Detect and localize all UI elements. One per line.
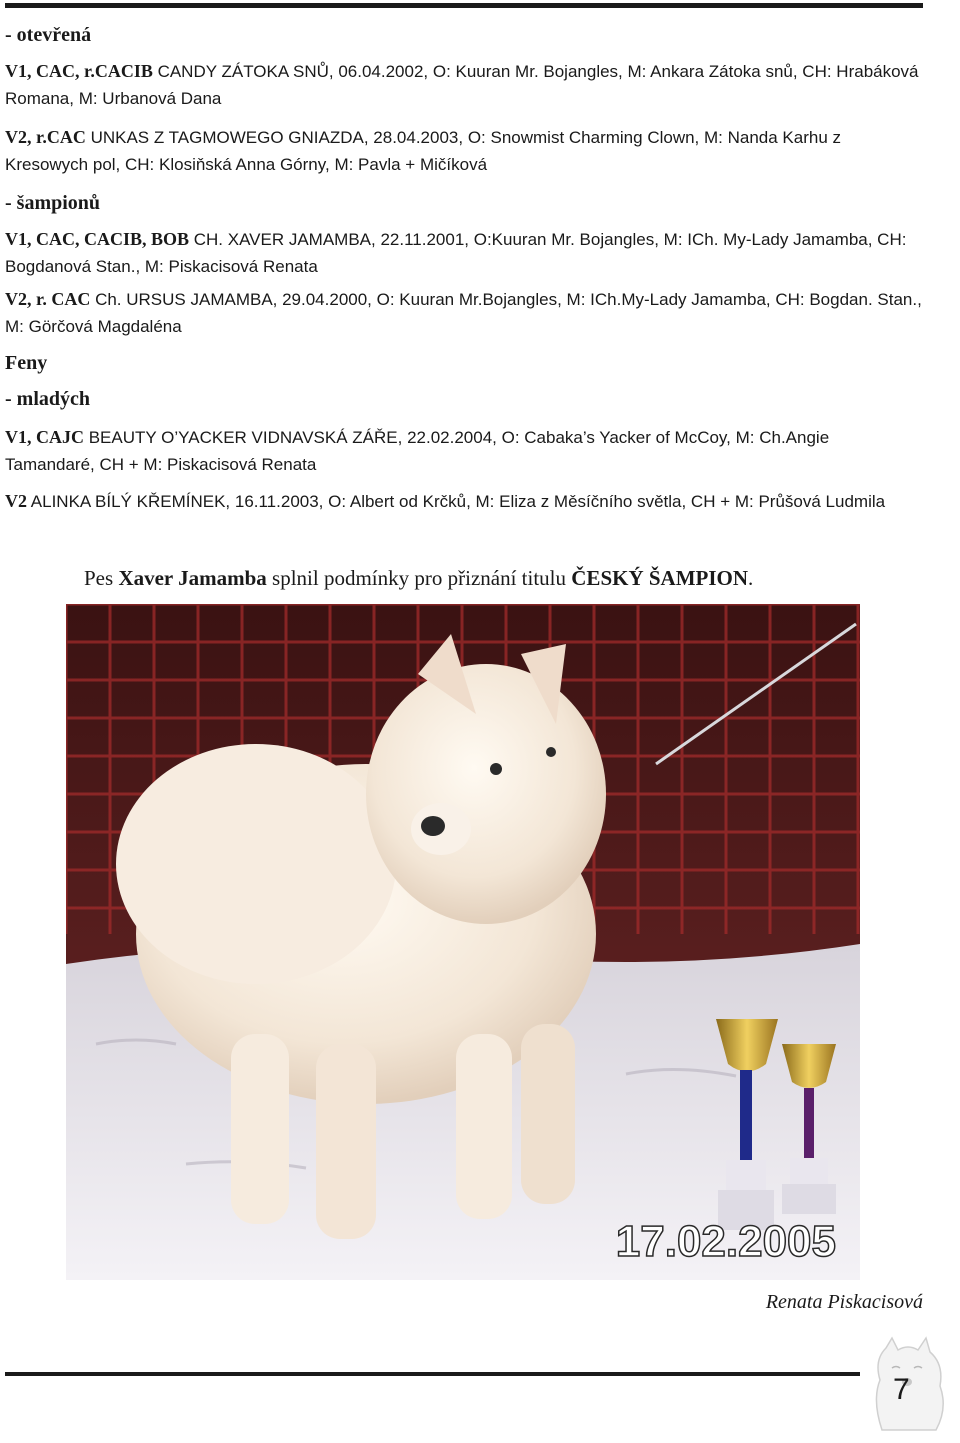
result-entry xyxy=(5,124,923,178)
photo-date-stamp: 17.02.2005 xyxy=(615,1217,836,1266)
result-entry xyxy=(5,58,923,112)
result-entry xyxy=(5,424,923,478)
result-entry xyxy=(5,226,923,280)
award-label: V1, CAJC xyxy=(5,427,84,447)
notice-title: ČESKÝ ŠAMPION xyxy=(571,566,749,590)
page-number: 7 xyxy=(893,1373,910,1406)
top-rule xyxy=(5,3,923,8)
notice-prefix: Pes xyxy=(84,566,119,590)
entry-text: BEAUTY O’YACKER VIDNAVSKÁ ZÁŘE, 22.02.2004, O: Cabaka’s Yacker of McCoy, M: Ch.Angie Tamandaré, CH + M: Piskacisová Renata xyxy=(5,428,830,474)
bottom-rule xyxy=(5,1372,860,1376)
entry-text: CH. XAVER JAMAMBA, 22.11.2001, O:Kuuran Mr. Bojangles, M: ICh. My-Lady Jamamba, CH: Bogdanová Stan., M: Piskacisová Renata xyxy=(5,230,907,276)
entry-text: Ch. URSUS JAMAMBA, 29.04.2000, O: Kuuran Mr.Bojangles, M: ICh.My-Lady Jamamba, CH: Bogdan. Stan., M: Görčová Magdaléna xyxy=(5,290,922,336)
result-entry xyxy=(5,286,923,340)
section-heading-champions: - šampionů xyxy=(5,192,101,214)
notice-middle: splnil podmínky pro přiznání titulu xyxy=(266,566,572,590)
award-label: V1, CAC, CACIB, BOB xyxy=(5,229,190,249)
section-heading-females: Feny xyxy=(5,352,48,374)
results-content xyxy=(5,22,923,515)
award-label: V1, CAC, r.CACIB xyxy=(5,61,153,81)
award-label: V2, r. CAC xyxy=(5,289,91,309)
award-label: V2 xyxy=(5,491,27,511)
notice-suffix: . xyxy=(748,566,754,590)
section-heading-open: - otevřená xyxy=(5,24,92,46)
entry-text: ALINKA BÍLÝ KŘEMÍNEK, 16.11.2003, O: Albert od Krčků, M: Eliza z Měsíčního světla, CH + M: Průšová Ludmila xyxy=(27,492,886,511)
dog-photo xyxy=(66,604,860,1280)
entry-text: UNKAS Z TAGMOWEGO GNIAZDA, 28.04.2003, O: Snowmist Charming Clown, M: Nanda Karhu z Kresowych pol, CH: Klosiňská Anna Górny, M: Pavla + Mičíková xyxy=(5,128,842,174)
author-signature: Renata Piskacisová xyxy=(765,1291,923,1313)
result-entry xyxy=(5,488,923,515)
champion-notice xyxy=(84,563,753,593)
award-label: V2, r.CAC xyxy=(5,127,86,147)
notice-dog-name: Xaver Jamamba xyxy=(118,566,267,590)
entry-text: CANDY ZÁTOKA SNŮ, 06.04.2002, O: Kuuran Mr. Bojangles, M: Ankara Zátoka snů, CH: Hrabáková Romana, M: Urbanová Dana xyxy=(5,62,919,108)
section-heading-young: - mladých xyxy=(5,388,90,410)
